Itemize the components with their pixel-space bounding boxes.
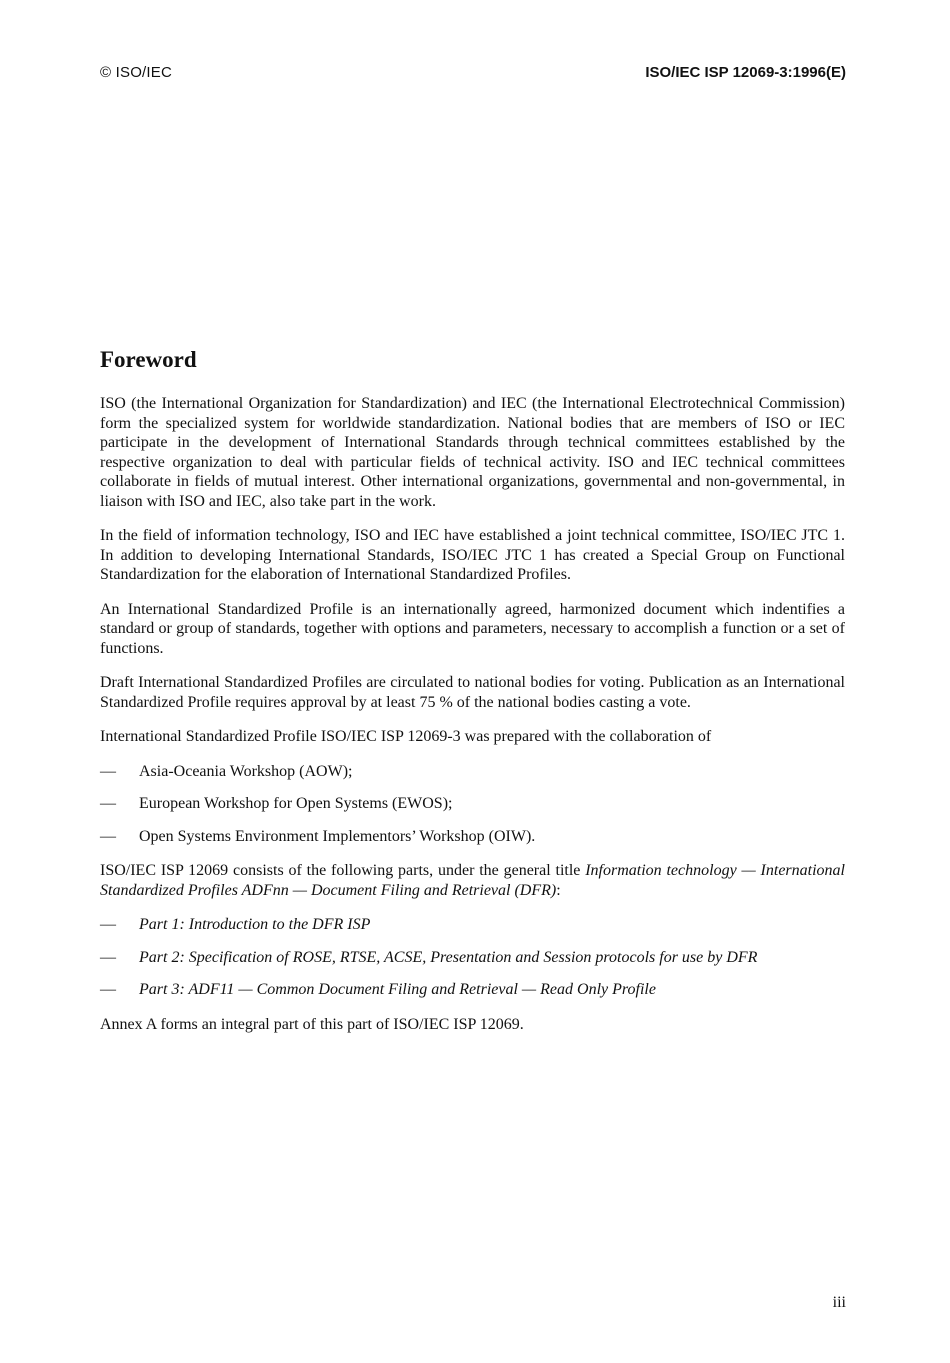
parts-intro-lead: ISO/IEC ISP 12069 consists of the following parts, under the general title	[100, 862, 586, 879]
list-dash: —	[100, 916, 116, 933]
parts-intro-tail: :	[556, 881, 561, 899]
list-item	[100, 915, 845, 935]
page-number: iii	[832, 1294, 846, 1311]
paragraph-annex-note: Annex A forms an integral part of this part of ISO/IEC ISP 12069.	[100, 1015, 524, 1033]
list-item-text: European Workshop for Open Systems (EWOS);	[139, 795, 453, 812]
paragraph-isp-definition: An International Standardized Profile is an internationally agreed, harmonized document which indentifies a standard or group of standards, together with options and parameters, necessary to accomplish a function or a set of functions.	[100, 600, 845, 657]
list-item-text: Asia-Oceania Workshop (AOW);	[139, 762, 353, 780]
list-item-text: Part 3: ADF11 — Common Document Filing and Retrieval — Read Only Profile	[139, 981, 656, 998]
paragraph-draft-voting: Draft International Standardized Profiles are circulated to national bodies for voting. Publication as an International Standardized Profile requires approval by at least 75 % of the national bodies casting a vote.	[100, 674, 845, 711]
header-copyright: © ISO/IEC	[100, 64, 173, 81]
collaborators-list	[100, 762, 845, 847]
parts-general-title: Information technology — International Standardized Profiles ADFnn — Document Filing and Retrieval (DFR)	[100, 862, 845, 899]
list-item	[100, 762, 845, 782]
list-dash: —	[100, 795, 116, 812]
list-item	[100, 948, 845, 968]
paragraph-jtc1: In the field of information technology, ISO and IEC have established a joint technical committee, ISO/IEC JTC 1. In addition to developing International Standards, ISO/IEC JTC 1 has created a Special Group on Functional Standardization for the elaboration of International Standardized Profiles.	[100, 527, 845, 583]
list-item	[100, 980, 845, 1000]
header-document-id: ISO/IEC ISP 12069-3:1996(E)	[645, 64, 846, 81]
list-dash: —	[100, 762, 116, 780]
list-item-text: Part 2: Specification of ROSE, RTSE, ACSE, Presentation and Session protocols for use by DFR	[139, 948, 758, 966]
paragraph-iso-iec-intro: ISO (the International Organization for Standardization) and IEC (the International Electrotechnical Commission) form the specialized system for worldwide standardization. National bodies that are members of ISO or IEC participate in the development of International Standards through technical committees established by the respective organization to deal with particular fields of technical activity. ISO and IEC technical committees collaborate in fields of mutual interest. Other international organizations, governmental and non-governmental, in liaison with ISO and IEC, also take part in the work.	[100, 395, 845, 510]
list-dash: —	[100, 981, 116, 998]
paragraph-parts-intro	[100, 861, 845, 900]
section-title: Foreword	[100, 347, 197, 372]
list-item	[100, 794, 845, 814]
paragraph-collaboration-intro: International Standardized Profile ISO/IEC ISP 12069-3 was prepared with the collaboration of	[100, 728, 712, 745]
list-item-text: Part 1: Introduction to the DFR ISP	[139, 916, 371, 933]
foreword-section	[100, 346, 845, 1049]
list-item-text: Open Systems Environment Implementors’ Workshop (OIW).	[139, 827, 536, 845]
list-dash: —	[100, 948, 116, 966]
list-dash: —	[100, 827, 116, 845]
parts-list	[100, 915, 845, 1000]
list-item	[100, 827, 845, 847]
